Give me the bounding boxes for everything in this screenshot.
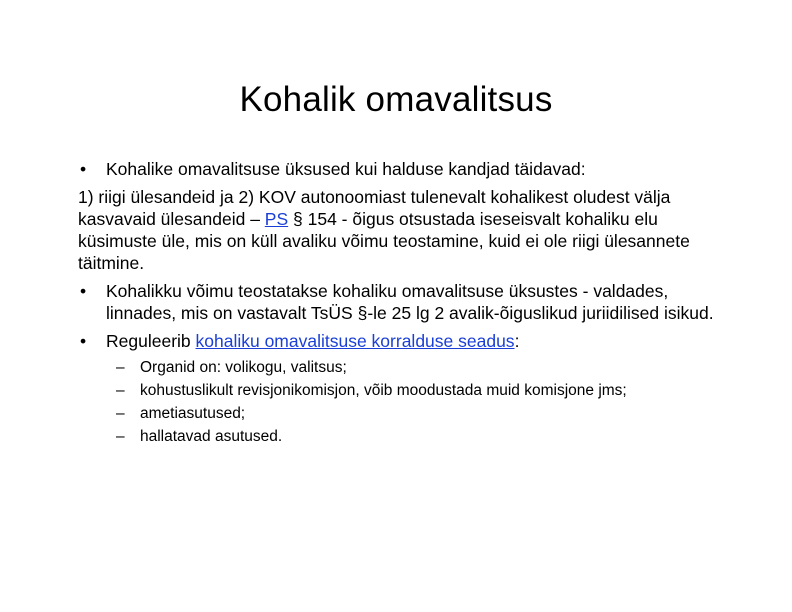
paragraph bbox=[78, 186, 728, 274]
dash-mark: – bbox=[116, 359, 125, 376]
slide-title: Kohalik omavalitsus bbox=[239, 80, 553, 119]
paragraph-text: 1) riigi ülesandeid ja 2) KOV autonoomiast tulenevalt kohalikest oludest välja kasvavaid ülesandeid – bbox=[78, 187, 671, 229]
sub-bullet-text: ametiasutused; bbox=[140, 405, 246, 422]
bullet-text: Kohalikku võimu teostatakse kohaliku omavalitsuse üksustes - valdades, linnades, mis on vastavalt TsÜS §-le 25 lg 2 avalik-õiguslikud juriidilised isikud. bbox=[106, 281, 714, 323]
sub-bullet-item bbox=[78, 381, 728, 400]
bullet-text: Kohalike omavalitsuse üksused kui halduse kandjad täidavad: bbox=[106, 159, 586, 179]
sub-bullet-item bbox=[78, 358, 728, 377]
dash-mark: – bbox=[116, 405, 125, 422]
slide-body bbox=[78, 158, 728, 450]
bullet-text: : bbox=[514, 331, 520, 351]
sub-bullet-item bbox=[78, 404, 728, 423]
bullet-text: Reguleerib bbox=[106, 331, 196, 351]
sub-bullet-text: Organid on: volikogu, valitsus; bbox=[140, 359, 347, 376]
bullet-mark: • bbox=[80, 281, 87, 301]
ps-link[interactable]: PS bbox=[264, 209, 289, 229]
bullet-mark: • bbox=[80, 331, 87, 351]
bullet-item bbox=[78, 330, 728, 352]
dash-mark: – bbox=[116, 382, 125, 399]
dash-mark: – bbox=[116, 428, 125, 445]
sub-bullet-text: hallatavad asutused. bbox=[140, 428, 283, 445]
sub-bullet-item bbox=[78, 427, 728, 446]
paragraph-text: § 154 - õigus otsustada iseseisvalt kohaliku elu küsimuste üle, mis on küll avaliku võimu teostamine, kuid ei ole riigi ülesannete täitmine. bbox=[78, 209, 690, 273]
kov-law-link[interactable]: kohaliku omavalitsuse korralduse seadus bbox=[195, 331, 515, 351]
bullet-item bbox=[78, 158, 728, 180]
bullet-mark: • bbox=[80, 159, 87, 179]
bullet-item bbox=[78, 280, 728, 324]
sub-bullet-text: kohustuslikult revisjonikomisjon, võib moodustada muid komisjone jms; bbox=[140, 382, 627, 399]
